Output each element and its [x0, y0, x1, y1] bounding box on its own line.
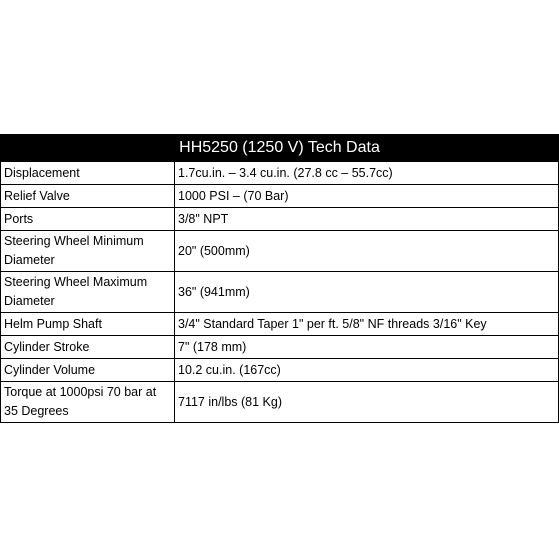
- spec-label: Steering Wheel Minimum Diameter: [1, 231, 175, 272]
- spec-value: 20" (500mm): [175, 231, 559, 272]
- spec-value: 1000 PSI – (70 Bar): [175, 185, 559, 208]
- spec-label: Helm Pump Shaft: [1, 313, 175, 336]
- spec-label: Cylinder Volume: [1, 359, 175, 382]
- tech-data-table: [0, 134, 559, 423]
- spec-value: 10.2 cu.in. (167cc): [175, 359, 559, 382]
- spec-label: Cylinder Stroke: [1, 336, 175, 359]
- spec-label: Steering Wheel Maximum Diameter: [1, 272, 175, 313]
- table-row: [1, 162, 559, 185]
- table-row: [1, 208, 559, 231]
- spec-value: 3/4" Standard Taper 1" per ft. 5/8" NF threads 3/16" Key: [175, 313, 559, 336]
- table-row: [1, 185, 559, 208]
- spec-value: 36" (941mm): [175, 272, 559, 313]
- spec-label: Torque at 1000psi 70 bar at 35 Degrees: [1, 382, 175, 423]
- table-row: [1, 336, 559, 359]
- table-header-row: [1, 135, 559, 162]
- spec-label: Displacement: [1, 162, 175, 185]
- spec-label: Relief Valve: [1, 185, 175, 208]
- table-row: [1, 272, 559, 313]
- table-row: [1, 382, 559, 423]
- table-title: HH5250 (1250 V) Tech Data: [1, 135, 559, 162]
- spec-label: Ports: [1, 208, 175, 231]
- spec-value: 1.7cu.in. – 3.4 cu.in. (27.8 cc – 55.7cc): [175, 162, 559, 185]
- table-row: [1, 359, 559, 382]
- spec-value: 3/8" NPT: [175, 208, 559, 231]
- spec-value: 7" (178 mm): [175, 336, 559, 359]
- spec-value: 7117 in/lbs (81 Kg): [175, 382, 559, 423]
- table-row: [1, 231, 559, 272]
- table-row: [1, 313, 559, 336]
